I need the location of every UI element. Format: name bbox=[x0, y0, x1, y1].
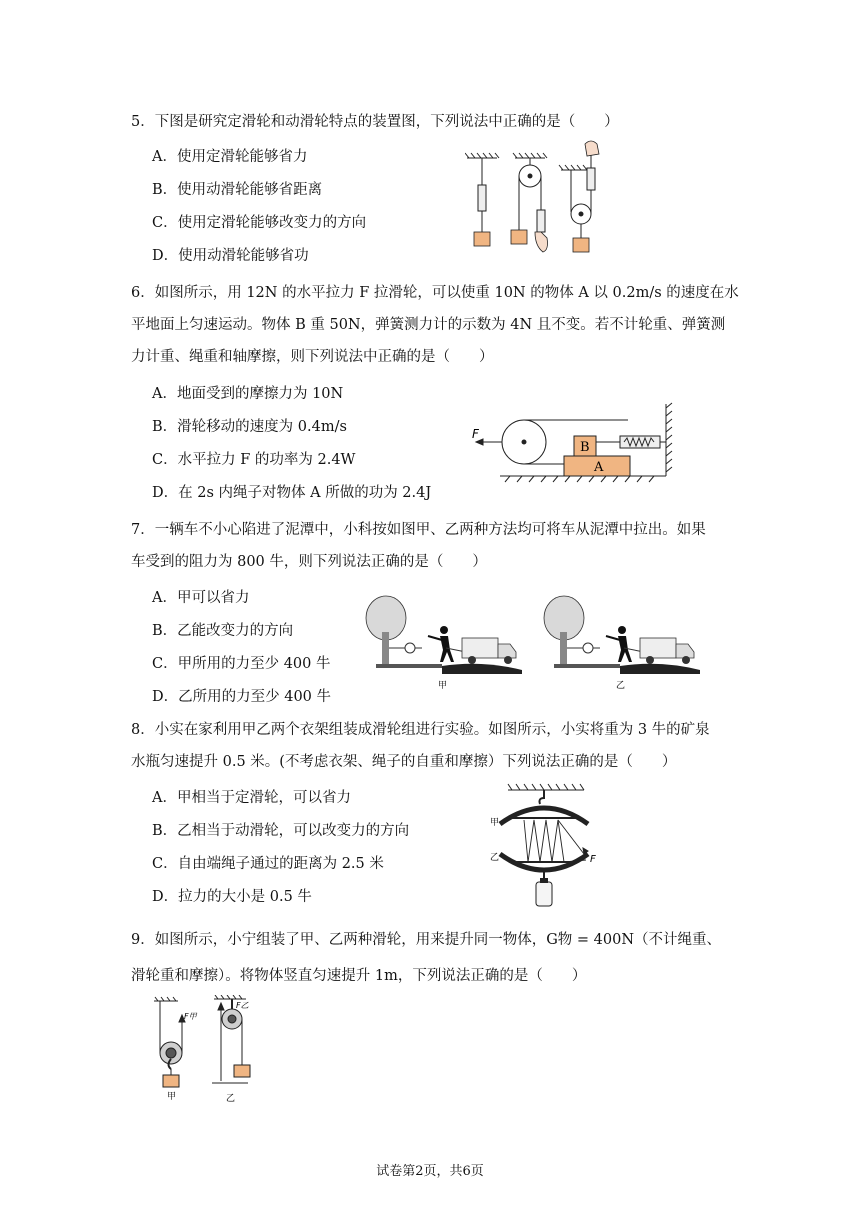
q6-label-block-a: A bbox=[594, 460, 604, 475]
q9-label-force-right: F乙 bbox=[236, 1001, 249, 1010]
q8-option-d: D．拉力的大小是 0.5 牛 bbox=[152, 889, 312, 905]
q9-label-force-left: F甲 bbox=[184, 1012, 197, 1021]
q7-stem-line-2: 车受到的阻力为 800 牛，则下列说法正确的是（ ） bbox=[131, 554, 487, 570]
q8-label-bottom: 乙 bbox=[490, 853, 500, 863]
q6-label-force: F bbox=[472, 427, 479, 441]
q5-option-a: A．使用定滑轮能够省力 bbox=[152, 149, 308, 165]
q8-option-a: A．甲相当于定滑轮，可以省力 bbox=[152, 790, 351, 806]
q7-label-left: 甲 bbox=[438, 681, 448, 691]
q5-option-c: C．使用定滑轮能够改变力的方向 bbox=[152, 215, 367, 231]
q7-car-figure bbox=[362, 592, 702, 692]
q8-option-b: B．乙相当于动滑轮，可以改变力的方向 bbox=[152, 823, 410, 839]
q6-stem-line-1: 6．如图所示，用 12N 的水平拉力 F 拉滑轮，可以使重 10N 的物体 A 以 0.2m/s 的速度在水 bbox=[131, 285, 739, 301]
q5-option-b: B．使用动滑轮能够省距离 bbox=[152, 182, 323, 198]
q8-stem-line-2: 水瓶匀速提升 0.5 米。(不考虑衣架、绳子的自重和摩擦）下列说法正确的是（ ） bbox=[131, 754, 677, 770]
q8-label-top: 甲 bbox=[490, 818, 500, 828]
q5-option-d: D．使用动滑轮能够省功 bbox=[152, 248, 309, 264]
q7-label-right: 乙 bbox=[616, 681, 626, 691]
q7-stem-line-1: 7．一辆车不小心陷进了泥潭中，小科按如图甲、乙两种方法均可将车从泥潭中拉出。如果 bbox=[131, 522, 706, 538]
q8-option-c: C．自由端绳子通过的距离为 2.5 米 bbox=[152, 856, 384, 872]
q9-stem-line-1: 9．如图所示，小宁组装了甲、乙两种滑轮，用来提升同一物体，G物 = 400N（不计绳重、 bbox=[131, 932, 722, 948]
q6-option-a: A．地面受到的摩擦力为 10N bbox=[152, 386, 344, 402]
page-footer: 试卷第2页，共6页 bbox=[376, 1164, 484, 1179]
q6-label-block-b: B bbox=[580, 440, 590, 455]
q8-hanger-figure bbox=[488, 782, 608, 917]
q8-stem-line-1: 8．小实在家利用甲乙两个衣架组装成滑轮组进行实验。如图所示，小实将重为 3 牛的矿泉 bbox=[131, 722, 710, 738]
q7-option-c: C．甲所用的力至少 400 牛 bbox=[152, 656, 331, 672]
q6-stem-line-2: 平地面上匀速运动。物体 B 重 50N，弹簧测力计的示数为 4N 且不变。若不计轮重、弹簧测 bbox=[131, 317, 726, 333]
q9-label-right: 乙 bbox=[226, 1094, 236, 1104]
q6-option-b: B．滑轮移动的速度为 0.4m/s bbox=[152, 419, 347, 435]
q7-option-d: D．乙所用的力至少 400 牛 bbox=[152, 689, 332, 705]
q8-label-force: F bbox=[590, 854, 596, 865]
q7-option-a: A．甲可以省力 bbox=[152, 590, 250, 606]
q6-option-c: C．水平拉力 F 的功率为 2.4W bbox=[152, 452, 356, 468]
q7-option-b: B．乙能改变力的方向 bbox=[152, 623, 294, 639]
q9-stem-line-2: 滑轮重和摩擦）。将物体竖直匀速提升 1m，下列说法正确的是（ ） bbox=[131, 968, 587, 984]
q6-pulley-figure bbox=[470, 400, 675, 485]
q5-stem-line-1: 5．下图是研究定滑轮和动滑轮特点的装置图，下列说法中正确的是（ ） bbox=[131, 114, 619, 130]
q9-pulley-figure bbox=[150, 995, 270, 1105]
q6-option-d: D．在 2s 内绳子对物体 A 所做的功为 2.4J bbox=[152, 485, 432, 501]
q5-pulley-figure bbox=[465, 140, 625, 270]
q6-stem-line-3: 力计重、绳重和轴摩擦，则下列说法中正确的是（ ） bbox=[131, 349, 494, 365]
q9-label-left: 甲 bbox=[167, 1092, 177, 1102]
